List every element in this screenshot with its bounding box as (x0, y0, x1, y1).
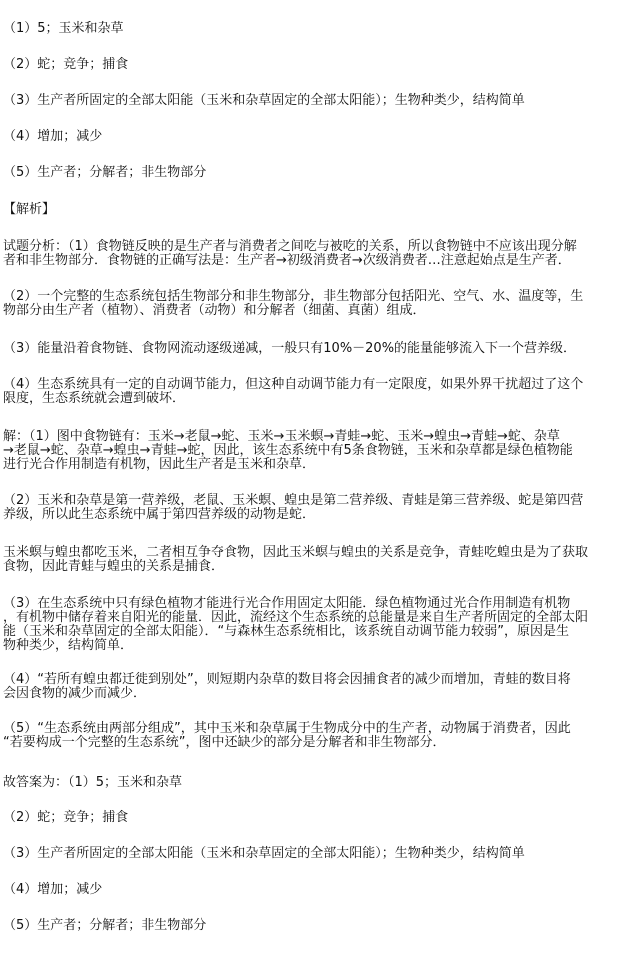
analysis-paragraph-3 (3, 342, 627, 356)
answer-line-3: （3）生产者所固定的全部太阳能（玉米和杂草固定的全部太阳能）；生物种类少，结构简单 (3, 93, 525, 108)
solution-4-line-3: 能（玉米和杂草固定的全部太阳能）．“与森林生态系统相比，该系统自动调节能力较弱”，原因是生 (3, 624, 569, 639)
analysis-2-line-1: （2）一个完整的生态系统包括生物部分和非生物部分，非生物部分包括阳光、空气、水、温度等，生 (3, 289, 584, 304)
analysis-4-line-2: 限度，生态系统就会遭到破坏． (3, 391, 186, 406)
analysis-heading: 【解析】 (3, 202, 56, 217)
solution-1-line-2: →老鼠→蛇、杂草→蝗虫→青蛙→蛇，因此，该生态系统中有5条食物链，玉米和杂草都是绿色植物能 (3, 443, 573, 458)
analysis-4-line-1: （4）生态系统具有一定的自动调节能力，但这种自动调节能力有一定限度，如果外界干扰超过了这个 (3, 377, 584, 392)
solution-1-line-1: 解：（1）图中食物链有：玉米→老鼠→蛇、玉米→玉米螟→青蛙→蛇、玉米→蝗虫→青蛙→蛇、杂草 (3, 429, 560, 444)
answer-line-4: （4）增加；减少 (3, 129, 103, 144)
solution-4-line-2: ，有机物中储存着来自阳光的能量．因此，流经这个生态系统的总能量是来自生产者所固定的全部太阳 (3, 610, 589, 625)
solution-3-line-1: 玉米螟与蝗虫都吃玉米，二者相互争夺食物，因此玉米螟与蝗虫的关系是竞争，青蛙吃蝗虫是为了获取 (3, 545, 589, 560)
analysis-paragraph-4 (3, 378, 627, 406)
final-answer-line-3: （3）生产者所固定的全部太阳能（玉米和杂草固定的全部太阳能）；生物种类少，结构简单 (3, 846, 525, 861)
solution-5-line-1: （4）“若所有蝗虫都迁徙到别处”，则短期内杂草的数目将会因捕食者的减少而增加，青蛙的数目将 (3, 672, 571, 687)
analysis-paragraph-1 (3, 240, 627, 268)
answer-line-5: （5）生产者；分解者；非生物部分 (3, 165, 207, 180)
solution-1-line-3: 进行光合作用制造有机物，因此生产者是玉米和杂草． (3, 457, 316, 472)
solution-3-line-2: 食物，因此青蛙与蝗虫的关系是捕食． (3, 559, 225, 574)
analysis-2-line-2: 物部分由生产者（植物）、消费者（动物）和分解者（细菌、真菌）组成． (3, 303, 426, 318)
analysis-1-line-1: 试题分析：（1）食物链反映的是生产者与消费者之间吃与被吃的关系，所以食物链中不应该出现分解 (3, 239, 577, 254)
solution-paragraph-6 (3, 722, 627, 750)
solution-2-line-1: （2）玉米和杂草是第一营养级，老鼠、玉米螟、蝗虫是第二营养级、青蛙是第三营养级、蛇是第四营 (3, 493, 584, 508)
final-answer-line-5: （5）生产者；分解者；非生物部分 (3, 918, 207, 933)
solution-paragraph-2 (3, 494, 627, 522)
final-answer-line-1: 故答案为：（1）5；玉米和杂草 (3, 775, 183, 790)
analysis-paragraph-2 (3, 290, 627, 318)
solution-paragraph-5 (3, 673, 627, 701)
final-answer-line-4: （4）增加；减少 (3, 882, 103, 897)
final-answer-line-2: （2）蛇；竞争；捕食 (3, 810, 129, 825)
solution-paragraph-4 (3, 597, 627, 653)
answer-line-2: （2）蛇；竞争；捕食 (3, 57, 129, 72)
solution-paragraph-1 (3, 430, 627, 472)
solution-2-line-2: 养级，所以此生态系统中属于第四营养级的动物是蛇． (3, 507, 316, 522)
solution-4-line-4: 物种类少，结构简单． (3, 638, 134, 653)
answer-line-1: （1）5；玉米和杂草 (3, 21, 124, 36)
solution-4-line-1: （3）在生态系统中只有绿色植物才能进行光合作用固定太阳能．绿色植物通过光合作用制造有机物 (3, 596, 571, 611)
analysis-3-line-1: （3）能量沿着食物链、食物网流动逐级递减，一般只有10%－20%的能量能够流入下一个营养级． (3, 341, 577, 356)
analysis-1-line-2: 者和非生物部分．食物链的正确写法是：生产者→初级消费者→次级消费者…注意起始点是生产者． (3, 253, 571, 268)
solution-6-line-1: （5）“生态系统由两部分组成”，其中玉米和杂草属于生物成分中的生产者，动物属于消费者，因此 (3, 721, 571, 736)
solution-5-line-2: 会因食物的减少而减少． (3, 686, 147, 701)
solution-paragraph-3 (3, 546, 627, 574)
solution-6-line-2: “若要构成一个完整的生态系统”，图中还缺少的部分是分解者和非生物部分． (3, 735, 446, 750)
